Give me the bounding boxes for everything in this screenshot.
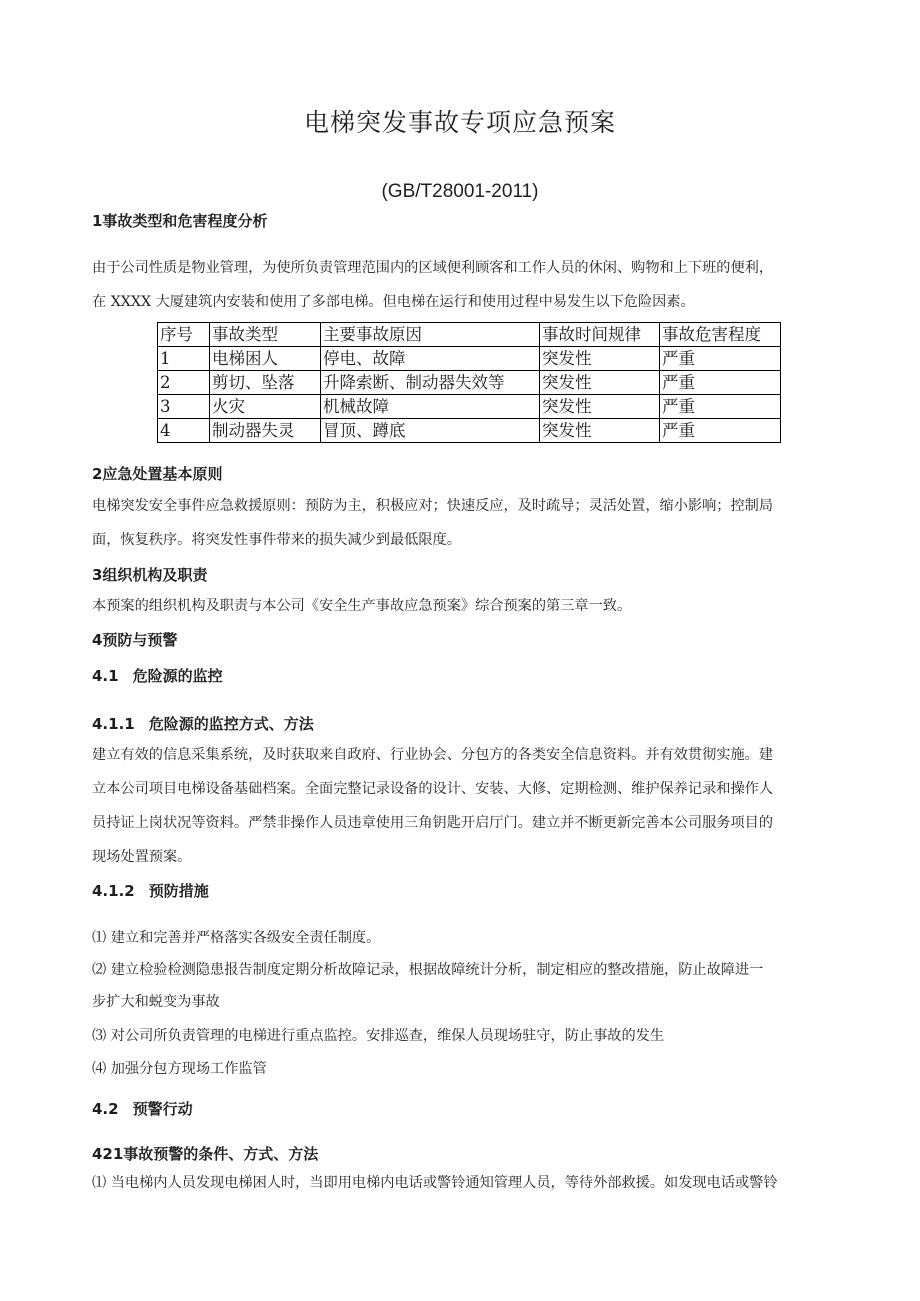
section-number: 4.1 xyxy=(92,667,119,685)
table-cell: 2 xyxy=(158,371,210,395)
list-item-line: ⑷ 加强分包方现场工作监管 xyxy=(92,1061,267,1077)
paragraph-line: 建立有效的信息采集系统，及时获取来自政府、行业协会、分包方的各类安全信息资料。并有效贯彻实施。建 xyxy=(92,747,774,763)
table-header-row xyxy=(158,323,781,347)
section-4-1-1-heading xyxy=(92,713,314,734)
paragraph-line: 现场处置预案。 xyxy=(92,849,192,865)
table-cell: 4 xyxy=(158,419,210,443)
table-header-cell: 事故时间规律 xyxy=(540,323,660,347)
section-4-2-heading xyxy=(92,1098,193,1119)
table-cell: 3 xyxy=(158,395,210,419)
table-cell: 升降索断、制动器失效等 xyxy=(321,371,540,395)
table-cell: 突发性 xyxy=(540,371,660,395)
table-row xyxy=(158,347,781,371)
table-cell: 严重 xyxy=(660,419,781,443)
table-header-cell: 事故类型 xyxy=(210,323,321,347)
table-cell: 电梯困人 xyxy=(210,347,321,371)
table-header-cell: 序号 xyxy=(158,323,210,347)
table-row xyxy=(158,395,781,419)
section-2-paragraph xyxy=(92,489,844,557)
list-item xyxy=(92,954,763,1018)
table-header-cell: 主要事故原因 xyxy=(321,323,540,347)
table-cell: 严重 xyxy=(660,371,781,395)
list-item xyxy=(92,1167,778,1199)
document-title: 电梯突发事故专项应急预案 xyxy=(303,108,616,137)
section-number: 4.2 xyxy=(92,1100,119,1118)
section-number: 4.1.2 xyxy=(92,882,135,900)
table-cell: 严重 xyxy=(660,395,781,419)
paragraph-line: 在 XXXX 大厦建筑内安装和使用了多部电梯。但电梯在运行和使用过程中易发生以下危险因素。 xyxy=(92,294,695,310)
table-cell: 停电、故障 xyxy=(321,347,540,371)
table-cell: 严重 xyxy=(660,347,781,371)
section-3-paragraph xyxy=(92,589,844,623)
list-item xyxy=(92,1020,664,1052)
paragraph-line: 面，恢复秩序。将突发性事件带来的损失减少到最低限度。 xyxy=(92,532,461,548)
section-4-1-2-heading xyxy=(92,880,209,901)
paragraph-line: 本预案的组织机构及职责与本公司《安全生产事故应急预案》综合预案的第三章一致。 xyxy=(92,598,632,614)
table-cell: 突发性 xyxy=(540,347,660,371)
section-4-1-heading xyxy=(92,665,223,686)
section-title: 危险源的监控方式、方法 xyxy=(148,715,314,733)
section-2-heading: 2应急处置基本原则 xyxy=(92,465,223,483)
section-title: 预警行动 xyxy=(132,1100,193,1118)
section-title: 危险源的监控 xyxy=(132,667,223,685)
table-cell: 冒顶、蹲底 xyxy=(321,419,540,443)
table-cell: 剪切、坠落 xyxy=(210,371,321,395)
document-standard-code: (GB/T28001-2011) xyxy=(381,181,539,202)
table-cell: 机械故障 xyxy=(321,395,540,419)
list-item-line: ⑴ 建立和完善并严格落实各级安全责任制度。 xyxy=(92,930,381,946)
table-row xyxy=(158,419,781,443)
paragraph-line: 员持证上岗状况等资料。严禁非操作人员违章使用三角钥匙开启厅门。建立并不断更新完善本公司服务项目的 xyxy=(92,815,774,831)
table-cell: 突发性 xyxy=(540,395,660,419)
section-3-heading: 3组织机构及职责 xyxy=(92,566,208,584)
table-cell: 制动器失灵 xyxy=(210,419,321,443)
list-item xyxy=(92,1053,267,1085)
table-cell: 1 xyxy=(158,347,210,371)
section-4-2-1-heading: 421事故预警的条件、方式、方法 xyxy=(92,1145,319,1163)
paragraph-line: 电梯突发安全事件应急救援原则：预防为主，积极应对；快速反应，及时疏导；灵活处置，缩小影响；控制局 xyxy=(92,498,774,514)
list-item xyxy=(92,922,380,954)
table-cell: 突发性 xyxy=(540,419,660,443)
hazard-analysis-table xyxy=(157,322,781,443)
list-item-line: ⑴ 当电梯内人员发现电梯困人时，当即用电梯内电话或警铃通知管理人员，等待外部救援。如发现电话或警铃 xyxy=(92,1175,778,1191)
section-4-heading: 4预防与预警 xyxy=(92,631,178,649)
table-header-cell: 事故危害程度 xyxy=(660,323,781,347)
section-4-1-1-paragraph xyxy=(92,738,844,874)
list-item-line: 步扩大和蜕变为事故 xyxy=(92,994,220,1010)
list-item-line: ⑵ 建立检验检测隐患报告制度定期分析故障记录，根据故障统计分析，制定相应的整改措施，防止故障进一 xyxy=(92,962,764,978)
section-1-paragraph xyxy=(92,251,844,319)
table-row xyxy=(158,371,781,395)
section-number: 4.1.1 xyxy=(92,715,135,733)
paragraph-line: 立本公司项目电梯设备基础档案。全面完整记录设备的设计、安装、大修、定期检测、维护保养记录和操作人 xyxy=(92,781,774,797)
section-1-heading: 1事故类型和危害程度分析 xyxy=(92,212,268,230)
table-cell: 火灾 xyxy=(210,395,321,419)
list-item-line: ⑶ 对公司所负责管理的电梯进行重点监控。安排巡查，维保人员现场驻守，防止事故的发生 xyxy=(92,1028,665,1044)
paragraph-line: 由于公司性质是物业管理，为使所负责管理范围内的区域便利顾客和工作人员的休闲、购物和上下班的便利， xyxy=(92,260,774,276)
section-title: 预防措施 xyxy=(148,882,209,900)
